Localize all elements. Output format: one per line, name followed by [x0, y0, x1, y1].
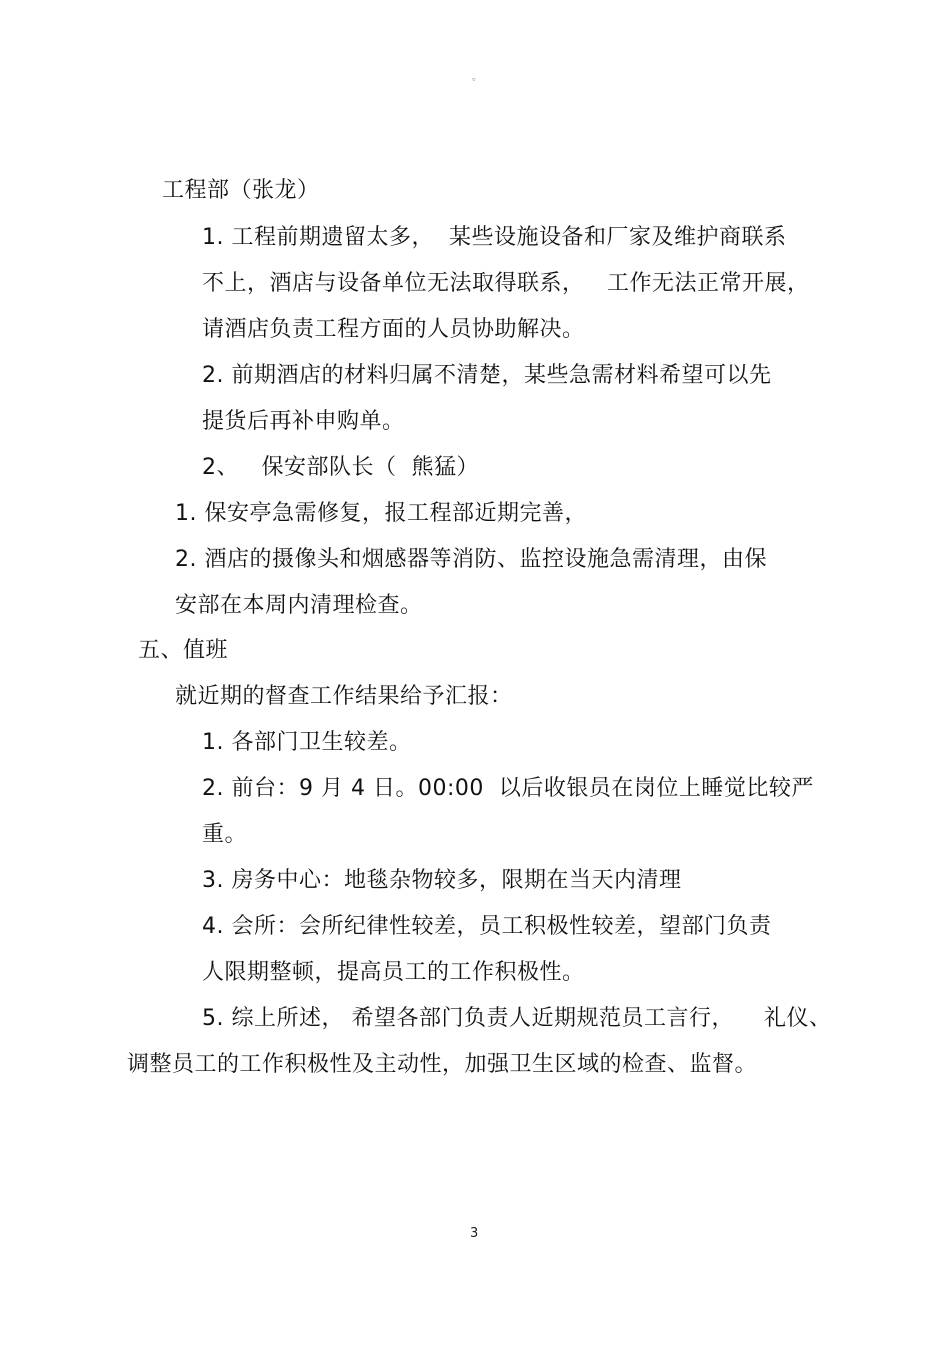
paragraph-line: 3. 房务中心：地毯杂物较多，限期在当天内清理 — [202, 868, 682, 893]
page-number: 3 — [470, 1226, 479, 1241]
section-heading-engineering: 工程部（张龙） — [162, 178, 320, 203]
paragraph-line: 5. 综上所述， 希望各部门负责人近期规范员工言行， 礼仪、 — [202, 1006, 832, 1031]
paragraph-line: 不上，酒店与设备单位无法取得联系， 工作无法正常开展， — [202, 271, 810, 296]
section-heading-duty: 五、值班 — [138, 638, 229, 663]
paragraph-line: 1. 各部门卫生较差。 — [202, 730, 412, 755]
paragraph-line: 重。 — [202, 822, 248, 847]
paragraph-line: 4. 会所：会所纪律性较差，员工积极性较差，望部门负责 — [202, 914, 772, 939]
paragraph-line: 就近期的督查工作结果给予汇报： — [175, 684, 513, 709]
paragraph-line: 提货后再补申购单。 — [202, 409, 405, 434]
section-heading-security: 2、 保安部队长（ 熊猛） — [202, 455, 479, 480]
paragraph-line: 请酒店负责工程方面的人员协助解决。 — [202, 317, 585, 342]
paragraph-line: 调整员工的工作积极性及主动性，加强卫生区域的检查、监督。 — [127, 1052, 758, 1077]
top-mark: 。 — [472, 72, 482, 83]
paragraph-line: 人限期整顿，提高员工的工作积极性。 — [202, 960, 585, 985]
paragraph-line: 2. 酒店的摄像头和烟感器等消防、监控设施急需清理，由保 — [175, 547, 767, 572]
paragraph-line: 1. 保安亭急需修复，报工程部近期完善， — [175, 501, 587, 526]
paragraph-line: 安部在本周内清理检查。 — [175, 593, 423, 618]
paragraph-line: 2. 前期酒店的材料归属不清楚，某些急需材料希望可以先 — [202, 363, 772, 388]
paragraph-line: 2. 前台：9 月 4 日。00:00 以后收银员在岗位上睡觉比较严 — [202, 776, 814, 801]
paragraph-line: 1. 工程前期遗留太多， 某些设施设备和厂家及维护商联系 — [202, 225, 787, 250]
